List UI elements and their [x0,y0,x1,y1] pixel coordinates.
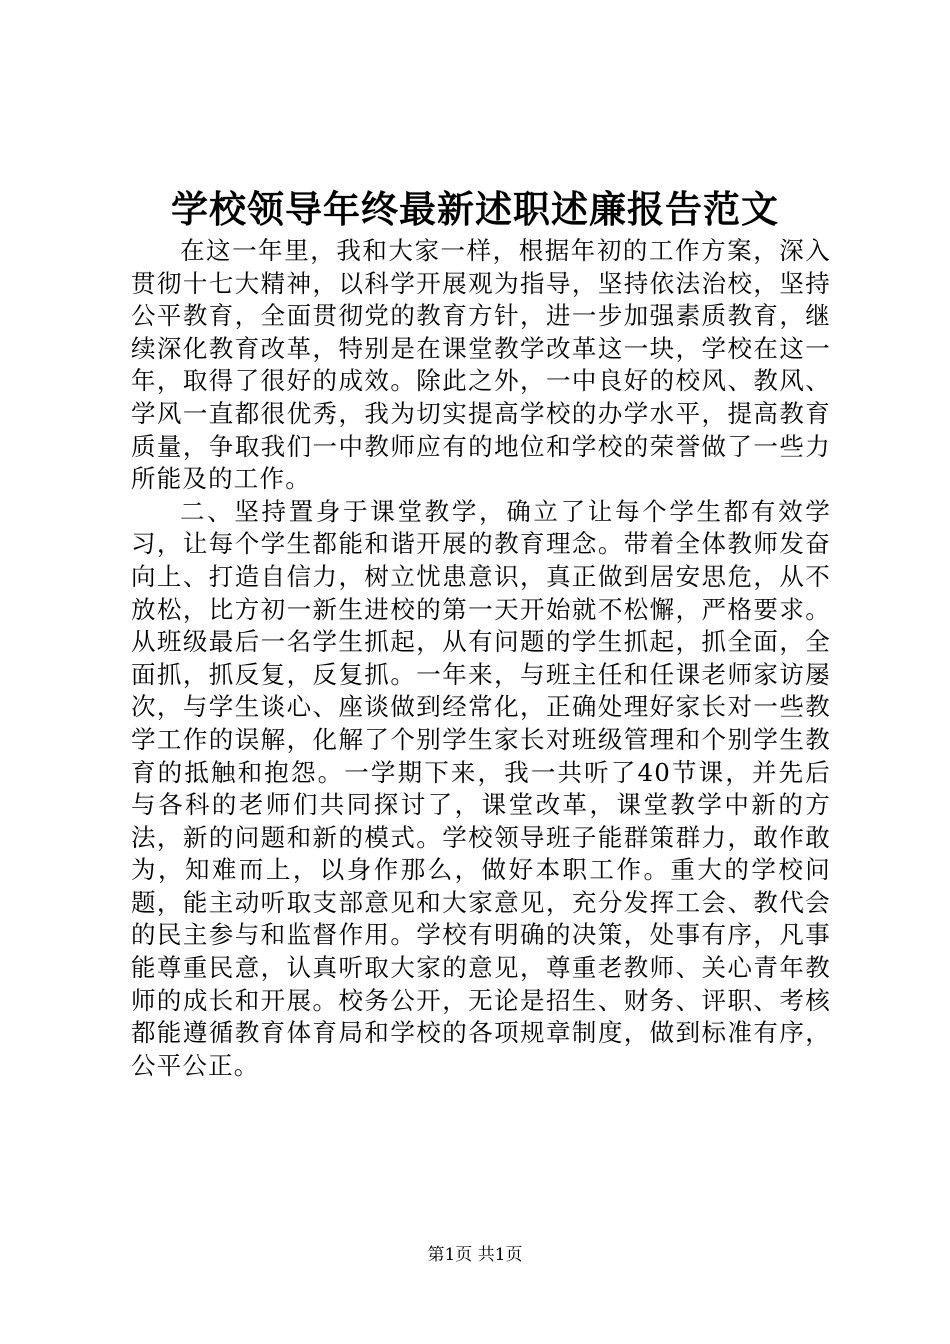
page-footer: 第1页 共1页 [427,1245,523,1265]
document-body [131,235,831,1082]
paragraph-intro: 在这一年里，我和大家一样，根据年初的工作方案，深入贯彻十七大精神，以科学开展观为指导，坚持依法治校，坚持公平教育，全面贯彻党的教育方针，进一步加强素质教育，继续深化教育改革，特别是在课堂教学改革这一块，学校在这一年，取得了很好的成效。除此之外，一中良好的校风、教风、学风一直都很优秀，我为切实提高学校的办学水平，提高教育质量，争取我们一中教师应有的地位和学校的荣誉做了一些力所能及的工作。 [131,236,831,494]
document-title: 学校领导年终最新述职述廉报告范文 [171,187,779,231]
paragraph-section-two: 二、坚持置身于课堂教学，确立了让每个学生都有效学习，让每个学生都能和谐开展的教育理念。带着全体教师发奋向上、打造自信力，树立忧患意识，真正做到居安思危，从不放松，比方初一新生进校的第一天开始就不松懈，严格要求。从班级最后一名学生抓起，从有问题的学生抓起，抓全面，全面抓，抓反复，反复抓。一年来，与班主任和任课老师家访屡次，与学生谈心、座谈做到经常化，正确处理好家长对一些教学工作的误解，化解了个别学生家长对班级管理和个别学生教育的抵触和抱怨。一学期下来，我一共听了40节课，并先后与各科的老师们共同探讨了，课堂改革，课堂教学中新的方法，新的问题和新的模式。学校领导班子能群策群力，敢作敢为，知难而上，以身作那么，做好本职工作。重大的学校问题，能主动听取支部意见和大家意见，充分发挥工会、教代会的民主参与和监督作用。学校有明确的决策，处事有序，凡事能尊重民意，认真听取大家的意见，尊重老教师、关心青年教师的成长和开展。校务公开，无论是招生、财务、评职、考核都能遵循教育体育局和学校的各项规章制度，做到标准有序，公平公正。 [131,496,831,1080]
